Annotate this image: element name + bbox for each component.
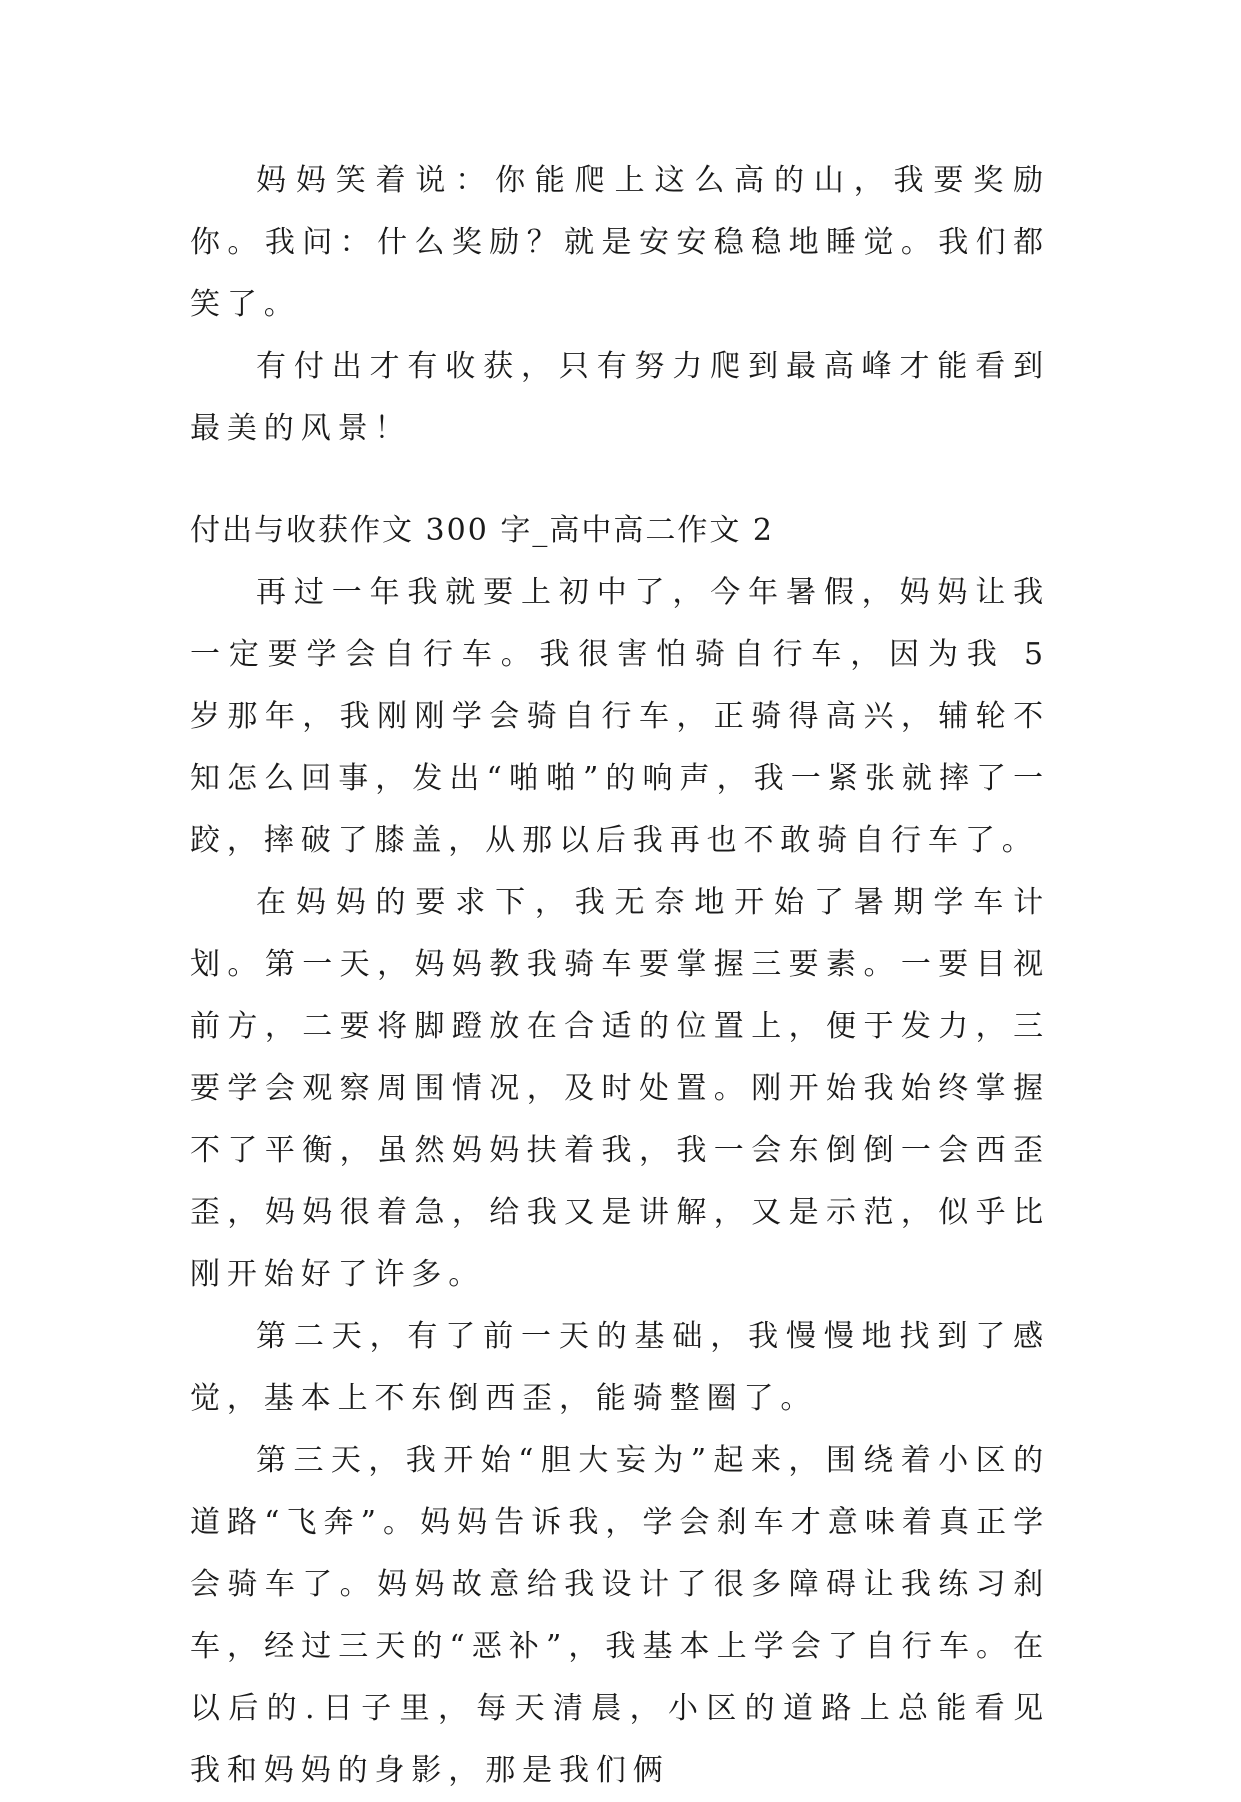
- paragraph: 妈妈笑着说：你能爬上这么高的山，我要奖励你。我问：什么奖励？就是安安稳稳地睡觉。我们都笑了。: [190, 163, 1050, 322]
- paragraph: 在妈妈的要求下，我无奈地开始了暑期学车计划。第一天，妈妈教我骑车要掌握三要素。一要目视前方，二要将脚蹬放在合适的位置上，便于发力，三要学会观察周围情况，及时处置。刚开始我始终掌握不了平衡，虽然妈妈扶着我，我一会东倒倒一会西歪歪，妈妈很着急，给我又是讲解，又是示范，似乎比刚开始好了许多。: [190, 885, 1050, 1292]
- paragraph: 再过一年我就要上初中了，今年暑假，妈妈让我一定要学会自行车。我很害怕骑自行车，因为我 5 岁那年，我刚刚学会骑自行车，正骑得高兴，辅轮不知怎么回事，发出“啪啪”的响声，我一紧张就摔了一跤，摔破了膝盖，从那以后我再也不敢骑自行车了。: [190, 575, 1050, 858]
- document-page: [190, 150, 1050, 1802]
- paragraph: 有付出才有收获，只有努力爬到最高峰才能看到最美的风景！: [190, 349, 1050, 446]
- section-title: 付出与收获作文 300 字_高中高二作文 2: [190, 513, 774, 548]
- paragraph: 第三天，我开始“胆大妄为”起来，围绕着小区的道路“飞奔”。妈妈告诉我，学会刹车才意味着真正学会骑车了。妈妈故意给我设计了很多障碍让我练习刹车，经过三天的“恶补”，我基本上学会了自行车。在以后的.日子里，每天清晨，小区的道路上总能看见我和妈妈的身影，那是我们俩: [190, 1443, 1050, 1788]
- paragraph: 第二天，有了前一天的基础，我慢慢地找到了感觉，基本上不东倒西歪，能骑整圈了。: [190, 1319, 1050, 1416]
